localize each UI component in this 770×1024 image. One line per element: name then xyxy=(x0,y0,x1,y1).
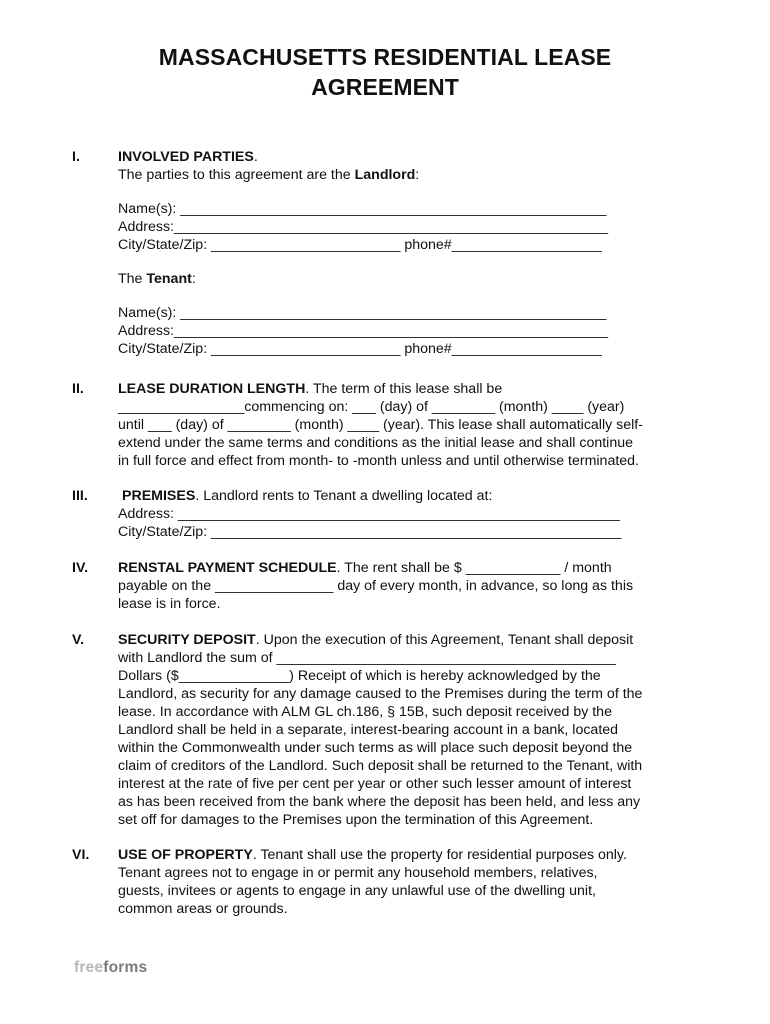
landlord-name-field[interactable]: Name(s): ______________________________________________________ xyxy=(118,201,607,217)
section-heading-line: PREMISES. Landlord rents to Tenant a dwelling located at: xyxy=(122,488,493,504)
tenant-address-field[interactable]: Address:_______________________________________________________ xyxy=(118,323,608,339)
tenant-intro: The Tenant: xyxy=(118,271,196,287)
body-text: guests, invitees or agents to engage in any unlawful use of the dwelling unit, xyxy=(118,883,596,899)
section-content xyxy=(118,380,680,470)
lease-end-field[interactable]: until ___ (day) of ________ (month) ____ (year). This lease shall automatically self- xyxy=(118,417,643,433)
logo-free-text: free xyxy=(74,959,104,976)
body-text: within the Commonwealth under such terms as will place such deposit beyond the xyxy=(118,740,633,756)
section-number: I. xyxy=(72,149,80,165)
tenant-city-phone-field[interactable]: City/State/Zip: ________________________ phone#___________________ xyxy=(118,341,602,357)
section-number: VI. xyxy=(72,847,90,863)
tenant-name-field[interactable]: Name(s): ______________________________________________________ xyxy=(118,305,607,321)
section-number: IV. xyxy=(72,560,89,576)
freeforms-logo xyxy=(74,959,147,977)
body-text: Landlord shall be held in a separate, interest-bearing account in a bank, located xyxy=(118,722,619,738)
section-content xyxy=(122,487,684,505)
premises-address-field[interactable]: Address: ________________________________________________________ xyxy=(118,506,620,522)
landlord-city-phone-field[interactable]: City/State/Zip: ________________________ phone#___________________ xyxy=(118,237,602,253)
body-text: as has been received from the bank where the deposit has been held, and less any xyxy=(118,794,641,810)
body-text: extend under the same terms and conditions as the initial lease and shall continue xyxy=(118,435,634,451)
section-content-fields xyxy=(118,505,680,541)
section-heading-line: SECURITY DEPOSIT. Upon the execution of this Agreement, Tenant shall deposit xyxy=(118,632,634,648)
section-content xyxy=(118,148,680,358)
landlord-intro: The parties to this agreement are the Landlord: xyxy=(118,167,420,183)
body-text: in full force and effect from month- to -month unless and until otherwise terminated. xyxy=(118,453,639,469)
lease-start-field[interactable]: ________________commencing on: ___ (day) of ________ (month) ____ (year) xyxy=(118,399,625,415)
section-content xyxy=(118,631,680,829)
landlord-address-field[interactable]: Address:_______________________________________________________ xyxy=(118,219,608,235)
deposit-dollars-field[interactable]: Dollars ($______________) Receipt of which is hereby acknowledged by the xyxy=(118,668,601,684)
section-heading-line: LEASE DURATION LENGTH. The term of this lease shall be xyxy=(118,381,503,397)
section-content xyxy=(118,846,680,918)
title-line-1: MASSACHUSETTS RESIDENTIAL LEASE xyxy=(158,44,612,70)
premises-city-field[interactable]: City/State/Zip: ____________________________________________________ xyxy=(118,524,622,540)
rent-due-day-field[interactable]: payable on the _______________ day of every month, in advance, so long as this xyxy=(118,578,634,594)
section-heading: INVOLVED PARTIES xyxy=(118,149,254,165)
document-title xyxy=(0,42,770,102)
section-heading-line: RENSTAL PAYMENT SCHEDULE. The rent shall be $ ____________ / month xyxy=(118,560,612,576)
body-text: lease is in force. xyxy=(118,596,221,612)
section-content xyxy=(118,559,680,613)
title-line-2: AGREEMENT xyxy=(311,74,459,100)
section-number: III. xyxy=(72,488,88,504)
section-heading: USE OF PROPERTY xyxy=(118,847,253,863)
section-heading: PREMISES xyxy=(122,488,196,504)
section-heading-line: INVOLVED PARTIES. xyxy=(118,149,258,165)
section-number: V. xyxy=(72,632,85,648)
section-heading: LEASE DURATION LENGTH xyxy=(118,381,306,397)
body-text: Landlord, as security for any damage caused to the Premises during the term of the xyxy=(118,686,643,702)
body-text: claim of creditors of the Landlord. Such deposit shall be returned to the Tenant, with xyxy=(118,758,643,774)
body-text: common areas or grounds. xyxy=(118,901,288,917)
section-heading: SECURITY DEPOSIT xyxy=(118,632,256,648)
body-text: lease. In accordance with ALM GL ch.186, § 15B, such deposit received by the xyxy=(118,704,612,720)
section-heading-line: USE OF PROPERTY. Tenant shall use the property for residential purposes only. xyxy=(118,847,627,863)
deposit-sum-field[interactable]: with Landlord the sum of ___________________________________________ xyxy=(118,650,616,666)
body-text: Tenant agrees not to engage in or permit any household members, relatives, xyxy=(118,865,598,881)
logo-forms-text: forms xyxy=(103,959,148,976)
section-number: II. xyxy=(72,381,84,397)
section-heading: RENSTAL PAYMENT SCHEDULE xyxy=(118,560,337,576)
body-text: interest at the rate of five per cent per year or other such lesser amount of interest xyxy=(118,776,632,792)
body-text: set off for damages to the Premises upon the termination of this Agreement. xyxy=(118,812,594,828)
